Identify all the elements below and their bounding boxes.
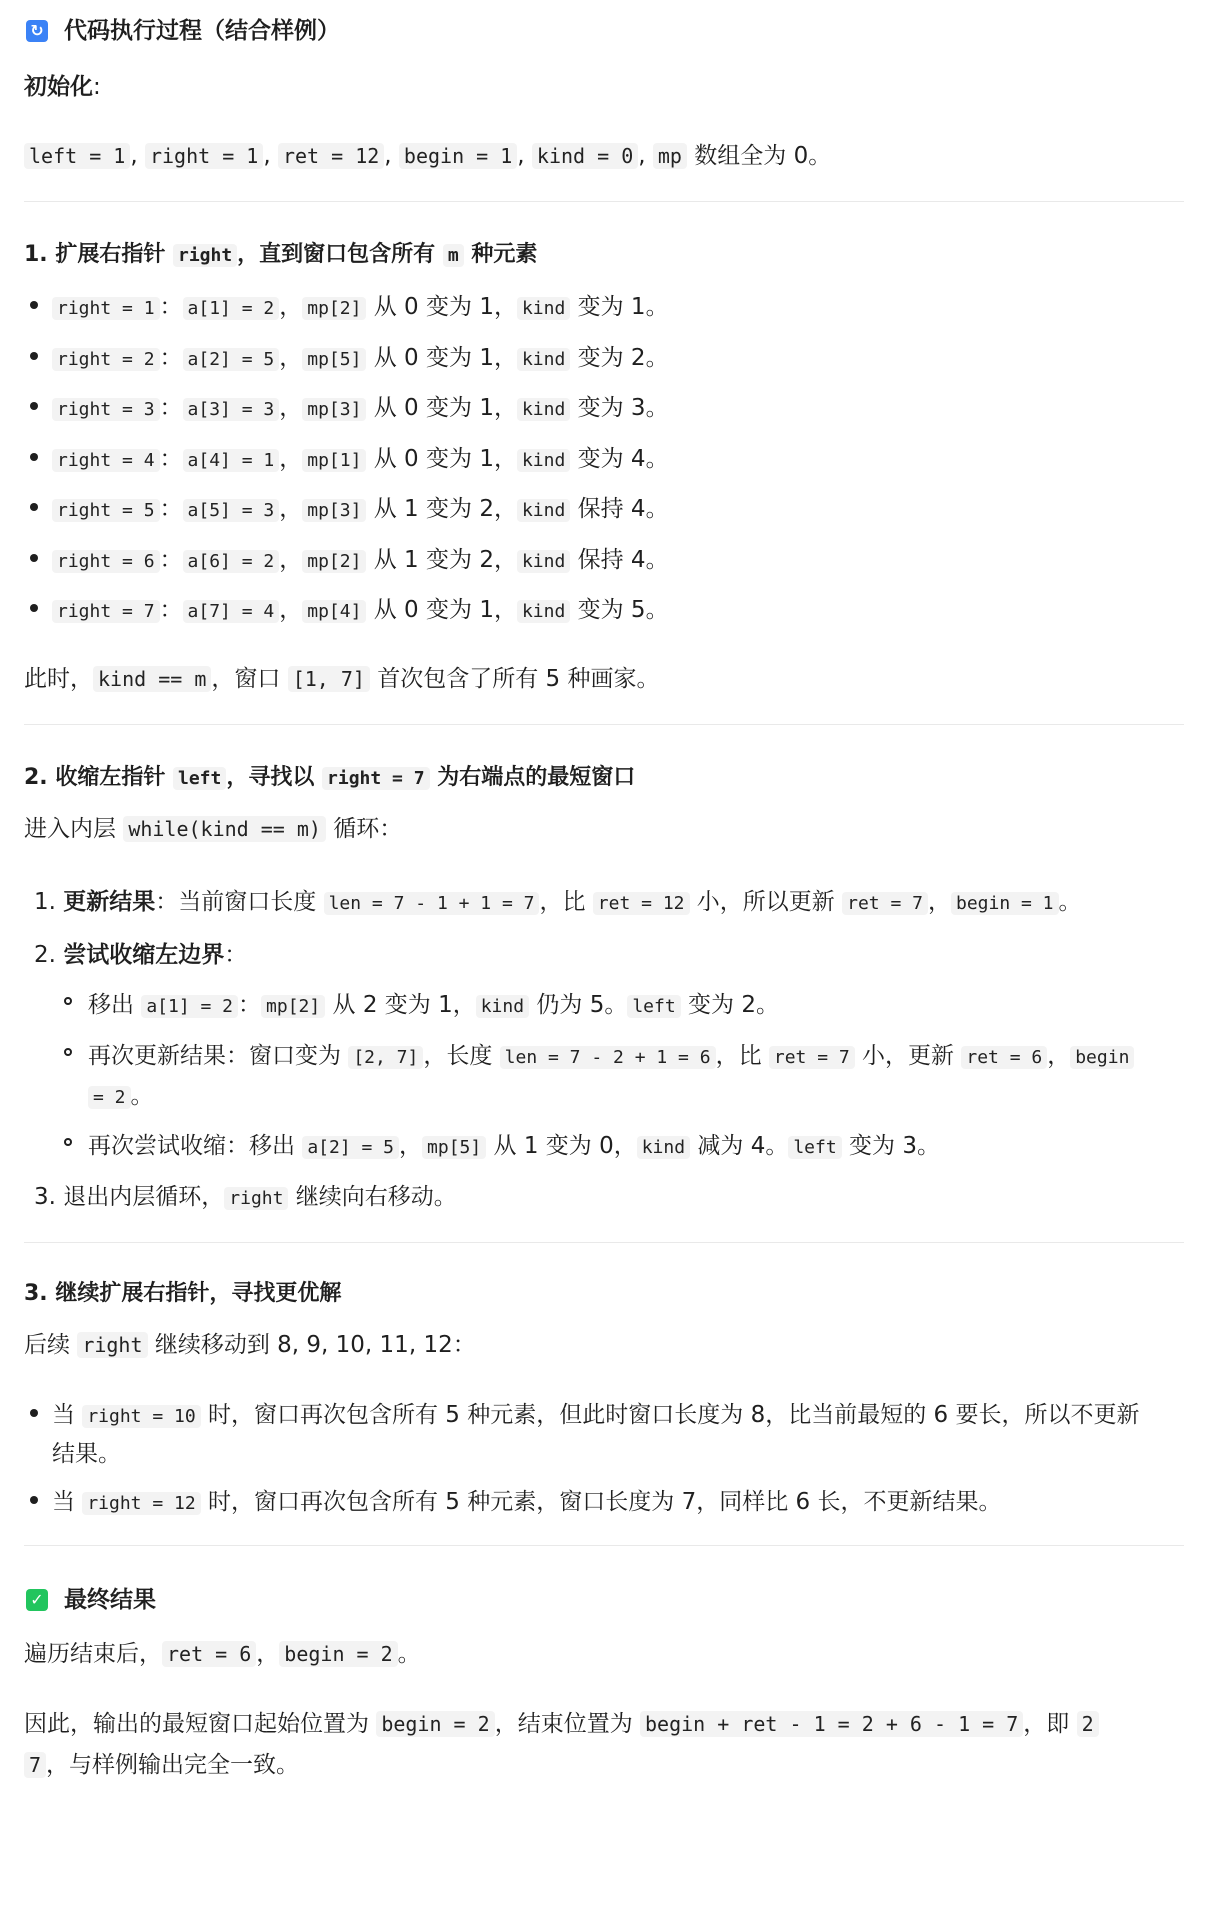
separator: ， <box>279 547 303 573</box>
bullet <box>30 503 38 511</box>
row-text: 变为 1。 <box>570 294 669 320</box>
bullet <box>30 352 38 360</box>
bullet <box>30 453 38 461</box>
row-text: 从 1 变为 2， <box>366 547 517 573</box>
step2-item-1: 1. 更新结果：当前窗口长度 len = 7 - 1 + 1 = 7 ，比 ret = 12 小，所以更新 ret = 7 ， begin = 1 。 <box>34 889 1082 915</box>
bullet <box>30 554 38 562</box>
separator: ， <box>279 294 303 320</box>
step3-continue: 后续 right 继续移动到 8, 9, 10, 11, 12： <box>24 1332 476 1358</box>
final-line-1: 遍历结束后， ret = 6 ， begin = 2 。 <box>24 1641 421 1667</box>
array-value: a[2] = 5 <box>183 348 280 371</box>
mp-value: mp[3] <box>302 499 366 522</box>
sub-bullet <box>64 1048 72 1056</box>
row-text: 保持 4。 <box>570 547 669 573</box>
sub-bullet <box>64 1138 72 1146</box>
separator: ， <box>279 395 303 421</box>
right-value: right = 5 <box>52 499 160 522</box>
divider <box>24 724 1184 725</box>
array-value: a[7] = 4 <box>183 600 280 623</box>
right-value: right = 1 <box>52 297 160 320</box>
separator: ， <box>279 597 303 623</box>
separator: ： <box>159 496 183 522</box>
row-text: 变为 3。 <box>570 395 669 421</box>
kind-code: kind <box>517 348 570 371</box>
row-text: 从 0 变为 1， <box>366 395 517 421</box>
array-value: a[6] = 2 <box>183 550 280 573</box>
separator: ： <box>159 294 183 320</box>
separator: ， <box>279 446 303 472</box>
array-value: a[1] = 2 <box>183 297 280 320</box>
step1-row <box>52 541 669 574</box>
init-line: left = 1 , right = 1 , ret = 12 , begin = 1 , kind = 0 , mp 数组全为 0。 <box>24 137 831 170</box>
section-heading: ↻ 代码执行过程（结合样例） <box>26 12 340 45</box>
step2-enter: 进入内层 while(kind == m) 循环： <box>24 816 403 842</box>
separator: ， <box>279 496 303 522</box>
row-text: 从 1 变为 2， <box>366 496 517 522</box>
bullet <box>30 604 38 612</box>
divider <box>24 1242 1184 1243</box>
step1-heading: 1. 扩展右指针 right ，直到窗口包含所有 m 种元素 <box>24 242 538 267</box>
kind-code: kind <box>517 550 570 573</box>
row-text: 从 0 变为 1， <box>366 446 517 472</box>
mp-value: mp[4] <box>302 600 366 623</box>
array-value: a[5] = 3 <box>183 499 280 522</box>
step1-row <box>52 288 669 321</box>
array-value: a[3] = 3 <box>183 398 280 421</box>
mp-value: mp[1] <box>302 449 366 472</box>
step1-row <box>52 490 669 523</box>
right-value: right = 7 <box>52 600 160 623</box>
row-text: 从 0 变为 1， <box>366 294 517 320</box>
bullet <box>30 1496 38 1504</box>
check-icon: ✓ <box>26 1589 48 1611</box>
step1-row <box>52 591 669 624</box>
step2-heading: 2. 收缩左指针 left ，寻找以 right = 7 为右端点的最短窗口 <box>24 765 636 790</box>
kind-code: kind <box>517 600 570 623</box>
row-text: 从 0 变为 1， <box>366 345 517 371</box>
array-value: a[4] = 1 <box>183 449 280 472</box>
separator: ： <box>159 395 183 421</box>
bullet <box>30 301 38 309</box>
step1-summary: 此时， kind == m ，窗口 [1, 7] 首次包含了所有 5 种画家。 <box>24 666 660 692</box>
step3-bullet-2: 当 right = 12 时，窗口再次包含所有 5 种元素，窗口长度为 7，同样比 6 长，不更新结果。 <box>52 1489 1002 1515</box>
separator: ： <box>159 345 183 371</box>
refresh-icon: ↻ <box>26 20 48 42</box>
step3-heading: 3. 继续扩展右指针，寻找更优解 <box>24 1281 342 1306</box>
final-line-3: 7 ，与样例输出完全一致。 <box>24 1746 299 1779</box>
step2-sub-1: 移出 a[1] = 2 ： mp[2] 从 2 变为 1， kind 仍为 5。 left 变为 2。 <box>88 992 779 1018</box>
step2-sub-2: 再次更新结果：窗口变为 [2, 7] ，长度 len = 7 - 2 + 1 = 6 ，比 ret = 7 小，更新 ret = 6 ， begin <box>88 1037 1134 1070</box>
step1-row <box>52 389 669 422</box>
step1-row <box>52 440 669 473</box>
mp-value: mp[2] <box>302 297 366 320</box>
kind-code: kind <box>517 398 570 421</box>
divider <box>24 1545 1184 1546</box>
step3-bullet-1: 当 right = 10 时，窗口再次包含所有 5 种元素，但此时窗口长度为 8，比当前最短的 6 要长，所以不更新 <box>52 1402 1140 1428</box>
kind-code: kind <box>517 499 570 522</box>
divider <box>24 201 1184 202</box>
step3-bullet-1-cont: 结果。 <box>52 1441 121 1467</box>
separator: ： <box>159 547 183 573</box>
separator: ： <box>159 446 183 472</box>
right-value: right = 3 <box>52 398 160 421</box>
bullet <box>30 1409 38 1417</box>
init-label: 初始化: <box>24 74 101 100</box>
kind-code: kind <box>517 297 570 320</box>
mp-value: mp[5] <box>302 348 366 371</box>
step2-item-2: 2. 尝试收缩左边界： <box>34 942 248 968</box>
separator: ： <box>159 597 183 623</box>
step2-sub-3: 再次尝试收缩：移出 a[2] = 5 ， mp[5] 从 1 变为 0， kind 减为 4。 left 变为 3。 <box>88 1133 940 1159</box>
kind-code: kind <box>517 449 570 472</box>
right-value: right = 6 <box>52 550 160 573</box>
step1-row <box>52 339 669 372</box>
row-text: 变为 5。 <box>570 597 669 623</box>
row-text: 保持 4。 <box>570 496 669 522</box>
row-text: 变为 4。 <box>570 446 669 472</box>
final-heading: ✓ 最终结果 <box>26 1581 156 1614</box>
mp-value: mp[3] <box>302 398 366 421</box>
final-line-2: 因此，输出的最短窗口起始位置为 begin = 2 ，结束位置为 begin + ret - 1 = 2 + 6 - 1 = 7 ，即 2 <box>24 1705 1099 1738</box>
right-value: right = 4 <box>52 449 160 472</box>
right-value: right = 2 <box>52 348 160 371</box>
separator: ， <box>279 345 303 371</box>
step2-item-3: 3. 退出内层循环， right 继续向右移动。 <box>34 1184 457 1210</box>
sub-bullet <box>64 997 72 1005</box>
bullet <box>30 402 38 410</box>
mp-value: mp[2] <box>302 550 366 573</box>
row-text: 变为 2。 <box>570 345 669 371</box>
step2-sub-2-cont: = 2 。 <box>88 1077 154 1110</box>
row-text: 从 0 变为 1， <box>366 597 517 623</box>
